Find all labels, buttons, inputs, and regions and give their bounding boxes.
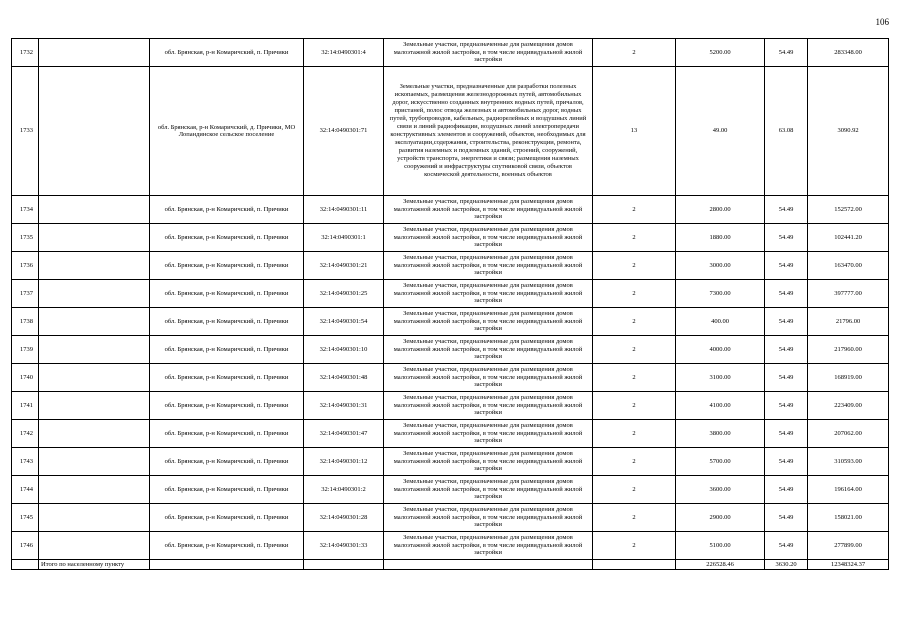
rate-cell: 54.49 bbox=[765, 336, 808, 364]
land-use-cell: Земельные участки, предназначенные для размещения домов малоэтажной жилой застройки, в том числе индивидуальной жилой застройки bbox=[384, 364, 593, 392]
area-cell: 3600.00 bbox=[676, 476, 765, 504]
land-use-cell: Земельные участки, предназначенные для размещения домов малоэтажной жилой застройки, в том числе индивидуальной жилой застройки bbox=[384, 504, 593, 532]
cadastral-value-cell: 21796.00 bbox=[808, 308, 889, 336]
rate-cell: 54.49 bbox=[765, 532, 808, 560]
area-cell: 49.00 bbox=[676, 67, 765, 196]
empty-cell bbox=[39, 504, 150, 532]
address-cell: обл. Брянская, р-н Комаричский, п. Причики bbox=[150, 39, 304, 67]
group-cell: 2 bbox=[593, 39, 676, 67]
group-cell: 13 bbox=[593, 67, 676, 196]
total-label: Итого по населенному пункту bbox=[39, 560, 150, 570]
rate-cell: 63.08 bbox=[765, 67, 808, 196]
cadastral-value-cell: 223409.00 bbox=[808, 392, 889, 420]
empty-cell bbox=[39, 39, 150, 67]
rate-cell: 54.49 bbox=[765, 308, 808, 336]
empty-cell bbox=[39, 476, 150, 504]
address-cell: обл. Брянская, р-н Комаричский, п. Причики bbox=[150, 364, 304, 392]
total-empty-cell bbox=[150, 560, 304, 570]
rate-cell: 54.49 bbox=[765, 476, 808, 504]
row-number-cell: 1734 bbox=[12, 196, 39, 224]
row-number-cell: 1736 bbox=[12, 252, 39, 280]
group-cell: 2 bbox=[593, 308, 676, 336]
cadastral-number-cell: 32:14:0490301:25 bbox=[304, 280, 384, 308]
group-cell: 2 bbox=[593, 224, 676, 252]
land-use-cell: Земельные участки, предназначенные для размещения домов малоэтажной жилой застройки, в том числе индивидуальной жилой застройки bbox=[384, 392, 593, 420]
land-use-cell: Земельные участки, предназначенные для размещения домов малоэтажной жилой застройки, в том числе индивидуальной жилой застройки bbox=[384, 532, 593, 560]
cadastral-number-cell: 32:14:0490301:10 bbox=[304, 336, 384, 364]
empty-cell bbox=[39, 448, 150, 476]
land-use-cell: Земельные участки, предназначенные для размещения домов малоэтажной жилой застройки, в том числе индивидуальной жилой застройки bbox=[384, 336, 593, 364]
rate-cell: 54.49 bbox=[765, 196, 808, 224]
area-cell: 2900.00 bbox=[676, 504, 765, 532]
empty-cell bbox=[39, 252, 150, 280]
row-number-cell: 1741 bbox=[12, 392, 39, 420]
cadastral-value-cell: 168919.00 bbox=[808, 364, 889, 392]
group-cell: 2 bbox=[593, 196, 676, 224]
land-use-cell: Земельные участки, предназначенные для размещения домов малоэтажной жилой застройки, в том числе индивидуальной жилой застройки bbox=[384, 308, 593, 336]
land-use-cell: Земельные участки, предназначенные для размещения домов малоэтажной жилой застройки, в том числе индивидуальной жилой застройки bbox=[384, 420, 593, 448]
cadastral-number-cell: 32:14:0490301:31 bbox=[304, 392, 384, 420]
table-row bbox=[12, 476, 889, 504]
area-cell: 5700.00 bbox=[676, 448, 765, 476]
table-row bbox=[12, 392, 889, 420]
cadastral-number-cell: 32:14:0490301:47 bbox=[304, 420, 384, 448]
address-cell: обл. Брянская, р-н Комаричский, д. Причики, МО Лопандинское сельское поселение bbox=[150, 67, 304, 196]
cadastral-value-cell: 102441.20 bbox=[808, 224, 889, 252]
address-cell: обл. Брянская, р-н Комаричский, п. Причики bbox=[150, 532, 304, 560]
cadastral-number-cell: 32:14:0490301:71 bbox=[304, 67, 384, 196]
table-row bbox=[12, 39, 889, 67]
row-number-cell: 1743 bbox=[12, 448, 39, 476]
land-use-cell: Земельные участки, предназначенные для размещения домов малоэтажной жилой застройки, в том числе индивидуальной жилой застройки bbox=[384, 196, 593, 224]
cadastral-number-cell: 32:14:0490301:12 bbox=[304, 448, 384, 476]
empty-cell bbox=[39, 308, 150, 336]
row-number-cell: 1744 bbox=[12, 476, 39, 504]
address-cell: обл. Брянская, р-н Комаричский, п. Причики bbox=[150, 280, 304, 308]
table-row bbox=[12, 364, 889, 392]
area-cell: 5100.00 bbox=[676, 532, 765, 560]
land-use-cell: Земельные участки, предназначенные для размещения домов малоэтажной жилой застройки, в том числе индивидуальной жилой застройки bbox=[384, 280, 593, 308]
address-cell: обл. Брянская, р-н Комаричский, п. Причики bbox=[150, 224, 304, 252]
table-row bbox=[12, 448, 889, 476]
address-cell: обл. Брянская, р-н Комаричский, п. Причики bbox=[150, 476, 304, 504]
table-row bbox=[12, 67, 889, 196]
address-cell: обл. Брянская, р-н Комаричский, п. Причики bbox=[150, 196, 304, 224]
table-row bbox=[12, 252, 889, 280]
group-cell: 2 bbox=[593, 336, 676, 364]
group-cell: 2 bbox=[593, 504, 676, 532]
empty-cell bbox=[39, 364, 150, 392]
cadastral-value-cell: 217960.00 bbox=[808, 336, 889, 364]
empty-cell bbox=[39, 196, 150, 224]
cadastral-value-cell: 158021.00 bbox=[808, 504, 889, 532]
empty-cell bbox=[39, 420, 150, 448]
row-number-cell: 1732 bbox=[12, 39, 39, 67]
empty-cell bbox=[39, 532, 150, 560]
page-number: 106 bbox=[875, 17, 889, 27]
rate-cell: 54.49 bbox=[765, 448, 808, 476]
total-empty-cell bbox=[593, 560, 676, 570]
group-cell: 2 bbox=[593, 532, 676, 560]
total-empty-cell bbox=[304, 560, 384, 570]
rate-cell: 54.49 bbox=[765, 392, 808, 420]
group-cell: 2 bbox=[593, 252, 676, 280]
cadastral-value-cell: 283348.00 bbox=[808, 39, 889, 67]
cadastral-number-cell: 32:14:0490301:4 bbox=[304, 39, 384, 67]
rate-cell: 54.49 bbox=[765, 252, 808, 280]
table-row bbox=[12, 280, 889, 308]
address-cell: обл. Брянская, р-н Комаричский, п. Причики bbox=[150, 420, 304, 448]
table-row bbox=[12, 224, 889, 252]
area-cell: 7300.00 bbox=[676, 280, 765, 308]
row-number-cell: 1740 bbox=[12, 364, 39, 392]
cadastral-number-cell: 32:14:0490301:1 bbox=[304, 224, 384, 252]
cadastral-number-cell: 32:14:0490301:54 bbox=[304, 308, 384, 336]
row-number-cell: 1745 bbox=[12, 504, 39, 532]
cadastral-value-cell: 152572.00 bbox=[808, 196, 889, 224]
rate-cell: 54.49 bbox=[765, 39, 808, 67]
cadastral-number-cell: 32:14:0490301:2 bbox=[304, 476, 384, 504]
area-cell: 4100.00 bbox=[676, 392, 765, 420]
area-cell: 2800.00 bbox=[676, 196, 765, 224]
land-parcels-table bbox=[11, 38, 889, 570]
table-row bbox=[12, 504, 889, 532]
table-row bbox=[12, 308, 889, 336]
address-cell: обл. Брянская, р-н Комаричский, п. Причики bbox=[150, 252, 304, 280]
total-rate: 3630.20 bbox=[765, 560, 808, 570]
row-number-cell: 1737 bbox=[12, 280, 39, 308]
area-cell: 3100.00 bbox=[676, 364, 765, 392]
rate-cell: 54.49 bbox=[765, 224, 808, 252]
total-area: 226528.46 bbox=[676, 560, 765, 570]
land-use-cell: Земельные участки, предназначенные для размещения домов малоэтажной жилой застройки, в том числе индивидуальной жилой застройки bbox=[384, 39, 593, 67]
table-row bbox=[12, 532, 889, 560]
land-use-cell: Земельные участки, предназначенные для размещения домов малоэтажной жилой застройки, в том числе индивидуальной жилой застройки bbox=[384, 224, 593, 252]
cadastral-number-cell: 32:14:0490301:11 bbox=[304, 196, 384, 224]
rate-cell: 54.49 bbox=[765, 504, 808, 532]
row-number-cell: 1735 bbox=[12, 224, 39, 252]
land-use-cell: Земельные участки, предназначенные для размещения домов малоэтажной жилой застройки, в том числе индивидуальной жилой застройки bbox=[384, 252, 593, 280]
empty-cell bbox=[39, 392, 150, 420]
row-number-cell: 1746 bbox=[12, 532, 39, 560]
group-cell: 2 bbox=[593, 280, 676, 308]
cadastral-value-cell: 207062.00 bbox=[808, 420, 889, 448]
empty-cell bbox=[39, 224, 150, 252]
address-cell: обл. Брянская, р-н Комаричский, п. Причики bbox=[150, 504, 304, 532]
cadastral-number-cell: 32:14:0490301:21 bbox=[304, 252, 384, 280]
rate-cell: 54.49 bbox=[765, 420, 808, 448]
cadastral-number-cell: 32:14:0490301:48 bbox=[304, 364, 384, 392]
group-cell: 2 bbox=[593, 476, 676, 504]
area-cell: 3000.00 bbox=[676, 252, 765, 280]
row-number-cell: 1742 bbox=[12, 420, 39, 448]
area-cell: 1880.00 bbox=[676, 224, 765, 252]
land-use-cell: Земельные участки, предназначенные для размещения домов малоэтажной жилой застройки, в том числе индивидуальной жилой застройки bbox=[384, 448, 593, 476]
address-cell: обл. Брянская, р-н Комаричский, п. Причики bbox=[150, 336, 304, 364]
row-number-cell: 1739 bbox=[12, 336, 39, 364]
address-cell: обл. Брянская, р-н Комаричский, п. Причики bbox=[150, 392, 304, 420]
table-row bbox=[12, 336, 889, 364]
cadastral-number-cell: 32:14:0490301:28 bbox=[304, 504, 384, 532]
land-use-cell: Земельные участки, предназначенные для размещения домов малоэтажной жилой застройки, в том числе индивидуальной жилой застройки bbox=[384, 476, 593, 504]
group-cell: 2 bbox=[593, 364, 676, 392]
area-cell: 5200.00 bbox=[676, 39, 765, 67]
empty-cell bbox=[39, 280, 150, 308]
area-cell: 4000.00 bbox=[676, 336, 765, 364]
area-cell: 3800.00 bbox=[676, 420, 765, 448]
rate-cell: 54.49 bbox=[765, 364, 808, 392]
rate-cell: 54.49 bbox=[765, 280, 808, 308]
cadastral-value-cell: 3090.92 bbox=[808, 67, 889, 196]
table-row bbox=[12, 196, 889, 224]
total-row bbox=[12, 560, 889, 570]
total-value: 12348324.37 bbox=[808, 560, 889, 570]
group-cell: 2 bbox=[593, 420, 676, 448]
cadastral-value-cell: 310593.00 bbox=[808, 448, 889, 476]
row-number-cell: 1733 bbox=[12, 67, 39, 196]
total-empty-cell bbox=[384, 560, 593, 570]
area-cell: 400.00 bbox=[676, 308, 765, 336]
cadastral-value-cell: 397777.00 bbox=[808, 280, 889, 308]
row-number-cell: 1738 bbox=[12, 308, 39, 336]
group-cell: 2 bbox=[593, 392, 676, 420]
cadastral-value-cell: 163470.00 bbox=[808, 252, 889, 280]
total-empty-cell bbox=[12, 560, 39, 570]
cadastral-value-cell: 196164.00 bbox=[808, 476, 889, 504]
cadastral-number-cell: 32:14:0490301:33 bbox=[304, 532, 384, 560]
empty-cell bbox=[39, 67, 150, 196]
address-cell: обл. Брянская, р-н Комаричский, п. Причики bbox=[150, 448, 304, 476]
empty-cell bbox=[39, 336, 150, 364]
land-use-cell: Земельные участки, предназначенные для разработки полезных ископаемых, размещения железнодорожных путей, автомобильных дорог, искусственно созданных внутренних водных путей, причалов, пристаней, полос отвода железных и автомобильных дорог, водных путей, трубопроводов, кабельных, радиорелейных и воздушных линий связи и линий радиофикации, воздушных линий электропередачи конструктивных элементов и сооружений, объектов, необходимых для эксплуатации,содержания, строительства, реконструкции, ремонта, развития наземных и подземных зданий, строений, сооружений, устройств транспорта, энергетики и связи; размещения наземных сооружений и инфраструктуры спутниковой связи, объектов космической деятельности, военных объектов bbox=[384, 67, 593, 196]
cadastral-value-cell: 277899.00 bbox=[808, 532, 889, 560]
table-row bbox=[12, 420, 889, 448]
group-cell: 2 bbox=[593, 448, 676, 476]
address-cell: обл. Брянская, р-н Комаричский, п. Причики bbox=[150, 308, 304, 336]
